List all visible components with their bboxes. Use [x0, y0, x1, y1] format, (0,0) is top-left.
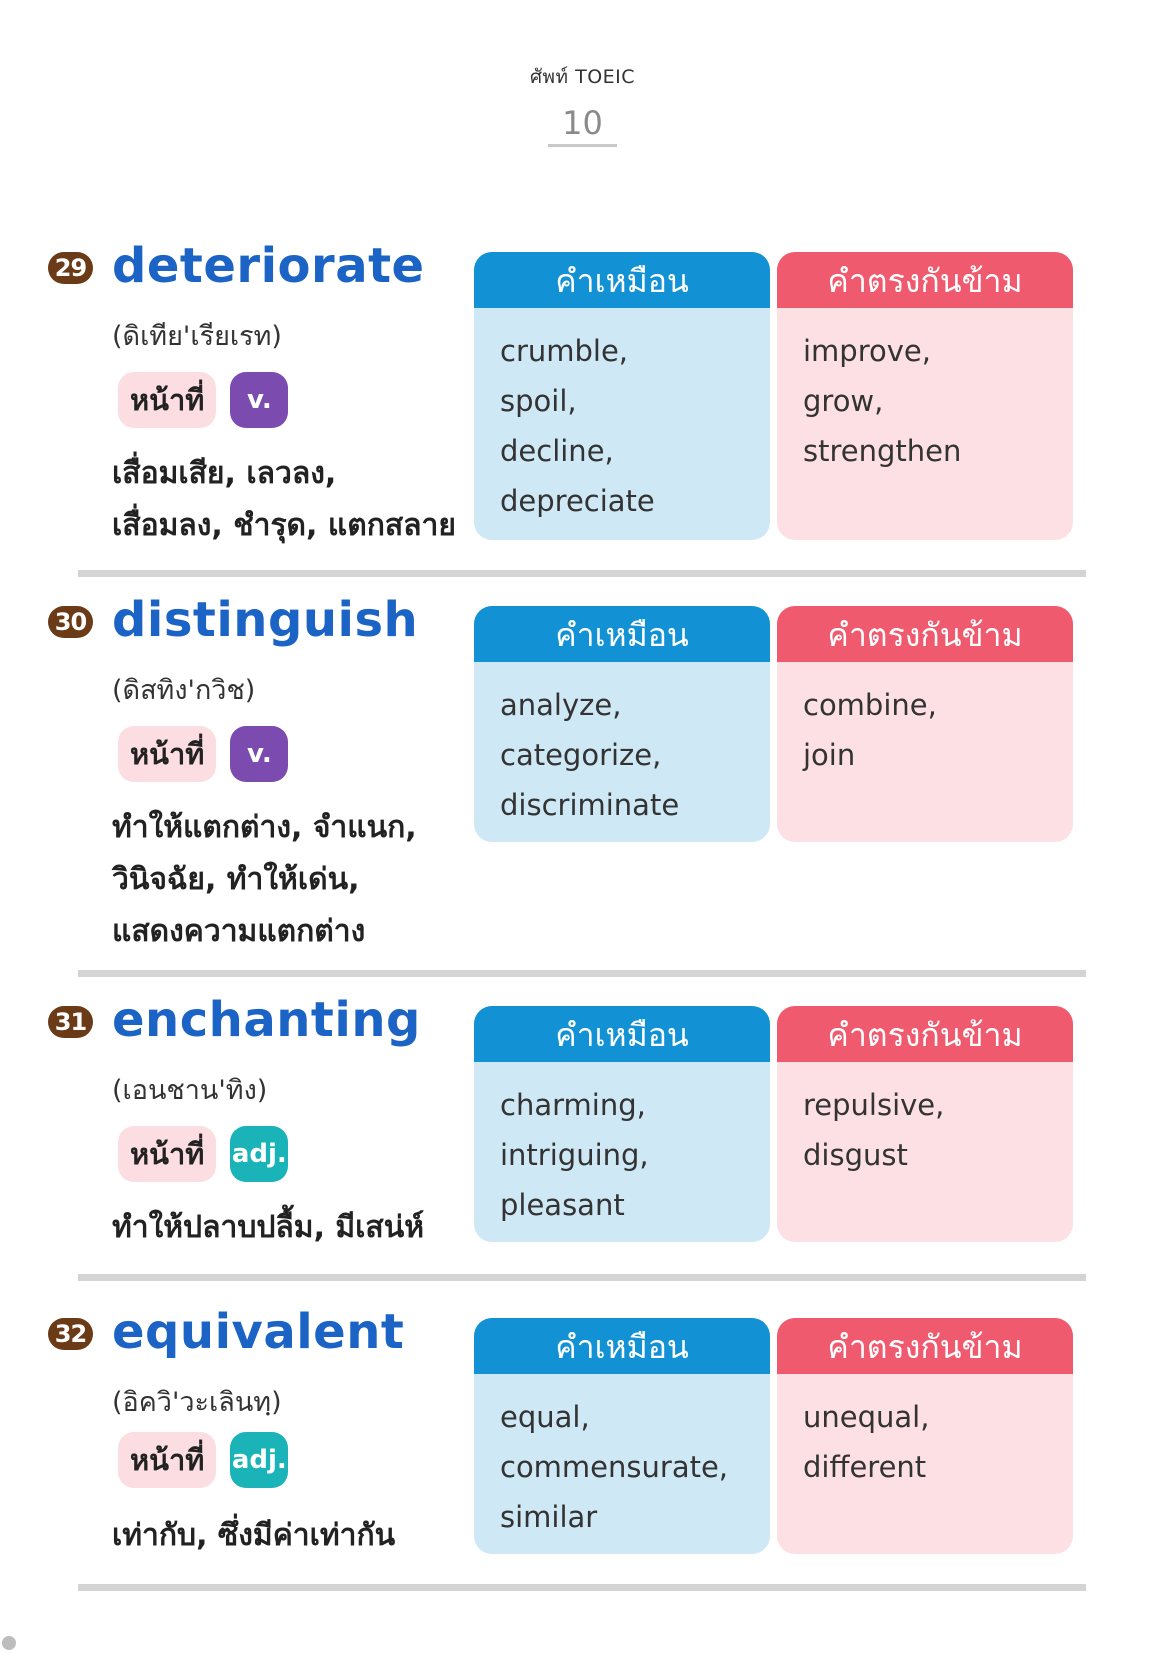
headword: deteriorate: [112, 238, 425, 294]
entry-divider: [78, 970, 1086, 977]
entry-divider: [78, 1274, 1086, 1281]
antonym-header: คำตรงกันข้าม: [777, 606, 1073, 662]
headword: equivalent: [112, 1304, 405, 1360]
antonym-header: คำตรงกันข้าม: [777, 1318, 1073, 1374]
entry-divider: [78, 570, 1086, 577]
pronunciation: (อิควิ'วะเลินทฺ): [112, 1387, 282, 1418]
antonym-word: unequal,: [803, 1400, 930, 1434]
synonym-word: commensurate,: [500, 1450, 729, 1484]
pos-label: หน้าที่: [118, 372, 216, 428]
synonym-box: [474, 1318, 770, 1554]
entry-number-badge: 31: [48, 1006, 93, 1038]
pos-label: หน้าที่: [118, 726, 216, 782]
pos-badge-verb: v.: [230, 372, 288, 428]
antonym-word: improve,: [803, 334, 931, 368]
antonym-header: คำตรงกันข้าม: [777, 252, 1073, 308]
synonym-word: analyze,: [500, 688, 622, 722]
headword: distinguish: [112, 592, 419, 648]
headword: enchanting: [112, 992, 421, 1048]
entry-number-badge: 32: [48, 1318, 93, 1350]
pos-label: หน้าที่: [118, 1126, 216, 1182]
pos-badge-adjective: adj.: [230, 1432, 288, 1488]
synonym-word: charming,: [500, 1088, 646, 1122]
antonym-word: combine,: [803, 688, 937, 722]
antonym-box: [777, 606, 1073, 842]
antonym-header: คำตรงกันข้าม: [777, 1006, 1073, 1062]
synonym-box: [474, 1006, 770, 1242]
antonym-box: [777, 1318, 1073, 1554]
antonym-word: different: [803, 1450, 927, 1484]
thai-meaning: เท่ากับ, ซึ่งมีค่าเท่ากัน: [112, 1518, 396, 1553]
entry-number-badge: 29: [48, 252, 93, 284]
pronunciation: (ดิสทิง'กวิช): [112, 675, 256, 706]
synonym-word: similar: [500, 1500, 598, 1534]
synonym-header: คำเหมือน: [474, 252, 770, 308]
pos-label: หน้าที่: [118, 1432, 216, 1488]
synonym-header: คำเหมือน: [474, 606, 770, 662]
pos-badge-adjective: adj.: [230, 1126, 288, 1182]
page-header: [0, 62, 1165, 147]
antonym-box: [777, 1006, 1073, 1242]
synonym-header: คำเหมือน: [474, 1318, 770, 1374]
synonym-word: discriminate: [500, 788, 680, 822]
antonym-word: grow,: [803, 384, 884, 418]
synonym-box: [474, 252, 770, 540]
entry-divider: [78, 1584, 1086, 1591]
part-of-speech-row: [118, 1432, 288, 1488]
synonym-word: pleasant: [500, 1188, 625, 1222]
synonym-word: decline,: [500, 434, 614, 468]
synonym-word: categorize,: [500, 738, 662, 772]
synonym-word: spoil,: [500, 384, 577, 418]
book-title: ศัพท์ TOEIC: [529, 66, 636, 88]
page-corner-dot: [2, 1636, 16, 1650]
page-number: 10: [548, 104, 617, 147]
pos-badge-verb: v.: [230, 726, 288, 782]
synonym-word: intriguing,: [500, 1138, 649, 1172]
synonym-word: depreciate: [500, 484, 655, 518]
thai-meaning: เสื่อมเสีย, เลวลง, เสื่อมลง, ชำรุด, แตกสลาย: [112, 456, 456, 543]
pronunciation: (เอนชาน'ทิง): [112, 1075, 268, 1106]
part-of-speech-row: [118, 1126, 288, 1182]
thai-meaning: ทำให้ปลาบปลื้ม, มีเสน่ห์: [112, 1210, 425, 1245]
part-of-speech-row: [118, 726, 288, 782]
synonym-word: crumble,: [500, 334, 629, 368]
antonym-word: strengthen: [803, 434, 962, 468]
antonym-word: join: [803, 738, 856, 772]
antonym-word: disgust: [803, 1138, 908, 1172]
synonym-box: [474, 606, 770, 842]
antonym-box: [777, 252, 1073, 540]
antonym-word: repulsive,: [803, 1088, 945, 1122]
synonym-header: คำเหมือน: [474, 1006, 770, 1062]
pronunciation: (ดิเทีย'เรียเรท): [112, 321, 282, 352]
thai-meaning: ทำให้แตกต่าง, จำแนก, วินิจฉัย, ทำให้เด่น, แสดงความแตกต่าง: [112, 810, 417, 949]
part-of-speech-row: [118, 372, 288, 428]
entry-number-badge: 30: [48, 606, 93, 638]
synonym-word: equal,: [500, 1400, 590, 1434]
